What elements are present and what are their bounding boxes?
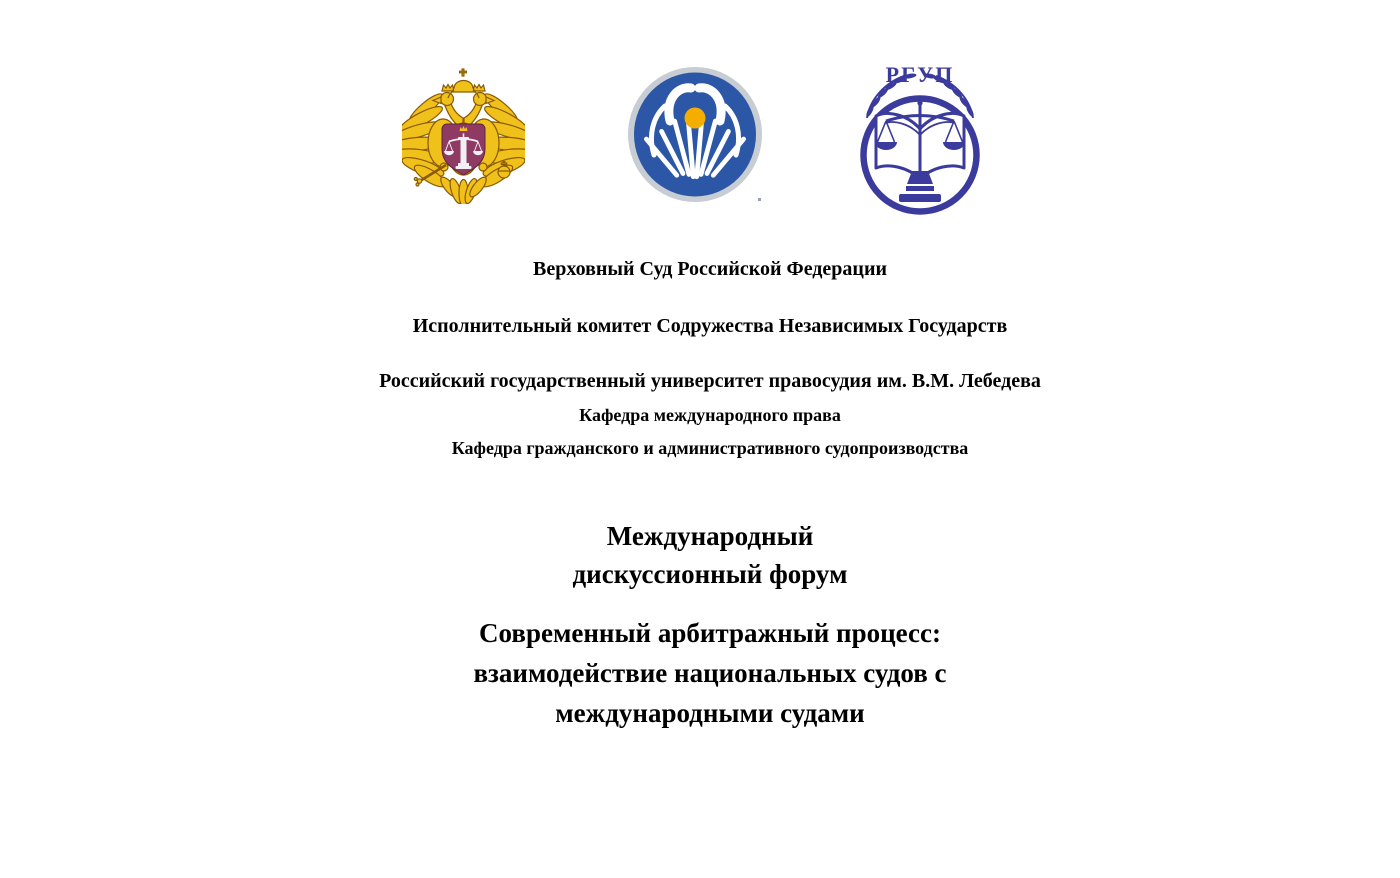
cis-emblem-logo xyxy=(628,67,762,202)
org-line-university: Российский государственный университет правосудия им. В.М. Лебедева xyxy=(379,370,1041,392)
forum-type-heading xyxy=(20,517,1400,593)
forum-title-line-3: международными судами xyxy=(555,698,865,728)
forum-type-line-2: дискуссионный форум xyxy=(572,559,848,589)
forum-title-heading xyxy=(20,613,1400,733)
stray-speck xyxy=(758,198,761,201)
org-line-cis-executive-committee: Исполнительный комитет Содружества Независимых Государств xyxy=(412,315,1008,337)
document-content xyxy=(20,0,1400,878)
forum-title-line-1: Современный арбитражный процесс: xyxy=(479,618,941,648)
dept-line-civil-administrative-proceedings: Кафедра гражданского и административного судопроизводства xyxy=(451,438,969,458)
org-line-supreme-court: Верховный Суд Российской Федерации xyxy=(532,258,887,280)
forum-title-line-2: взаимодействие национальных судов с xyxy=(473,658,947,688)
forum-type-line-1: Международный xyxy=(606,521,814,551)
rgup-logo xyxy=(850,63,990,215)
dept-line-international-law: Кафедра международного права xyxy=(579,405,841,425)
supreme-court-eagle-logo xyxy=(402,67,525,204)
cis-sun-icon xyxy=(685,108,706,129)
rgup-caption: РГУП xyxy=(885,63,955,87)
